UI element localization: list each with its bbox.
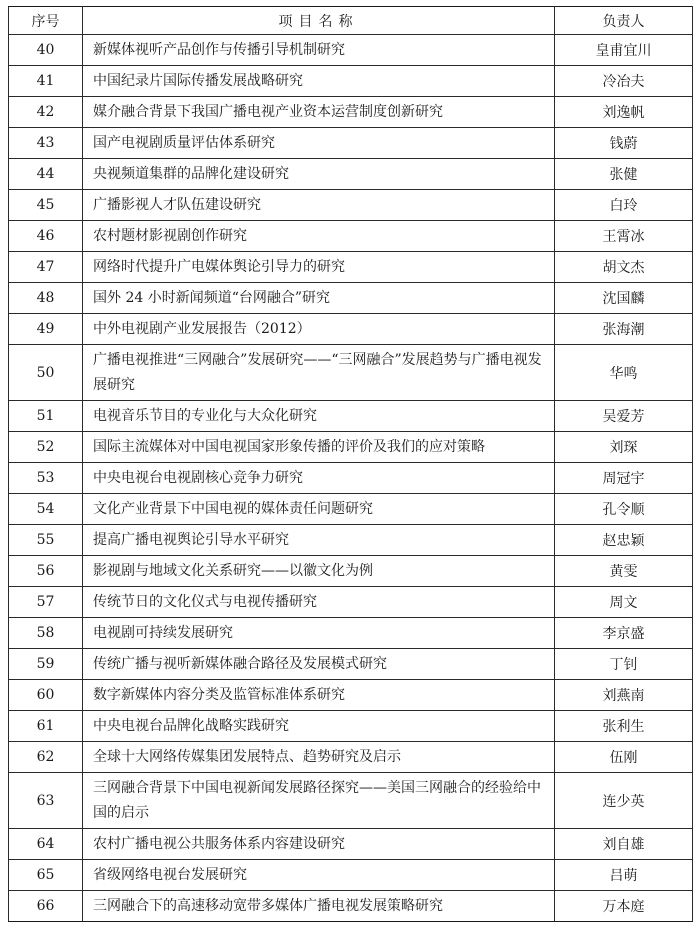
row-serial-number: 47 — [9, 252, 83, 283]
row-serial-number: 66 — [9, 891, 83, 922]
row-serial-number: 58 — [9, 618, 83, 649]
table-row — [9, 618, 693, 649]
row-project-name: 网络时代提升广电媒体舆论引导力的研究 — [83, 252, 555, 283]
row-project-name: 省级网络电视台发展研究 — [83, 860, 555, 891]
row-serial-number: 54 — [9, 494, 83, 525]
row-owner: 连少英 — [555, 773, 693, 829]
table-row — [9, 314, 693, 345]
row-serial-number: 64 — [9, 829, 83, 860]
row-project-name: 国产电视剧质量评估体系研究 — [83, 128, 555, 159]
row-owner: 丁钊 — [555, 649, 693, 680]
row-owner: 万本庭 — [555, 891, 693, 922]
row-serial-number: 55 — [9, 525, 83, 556]
row-project-name: 提高广播电视舆论引导水平研究 — [83, 525, 555, 556]
row-serial-number: 53 — [9, 463, 83, 494]
table-row — [9, 283, 693, 314]
row-project-name: 媒介融合背景下我国广播电视产业资本运营制度创新研究 — [83, 97, 555, 128]
row-project-name: 电视音乐节目的专业化与大众化研究 — [83, 401, 555, 432]
row-owner: 刘琛 — [555, 432, 693, 463]
row-owner: 黄雯 — [555, 556, 693, 587]
row-serial-number: 49 — [9, 314, 83, 345]
row-serial-number: 42 — [9, 97, 83, 128]
table-row — [9, 860, 693, 891]
row-project-name: 农村题材影视剧创作研究 — [83, 221, 555, 252]
row-project-name: 传统广播与视听新媒体融合路径及发展模式研究 — [83, 649, 555, 680]
row-serial-number: 46 — [9, 221, 83, 252]
row-owner: 皇甫宜川 — [555, 35, 693, 66]
row-owner: 吴爱芳 — [555, 401, 693, 432]
row-serial-number: 41 — [9, 66, 83, 97]
table-row — [9, 773, 693, 829]
row-project-name: 中外电视剧产业发展报告（2012） — [83, 314, 555, 345]
table-row — [9, 891, 693, 922]
row-owner: 王霄冰 — [555, 221, 693, 252]
row-owner: 白玲 — [555, 190, 693, 221]
row-project-name: 数字新媒体内容分类及监管标准体系研究 — [83, 680, 555, 711]
row-owner: 张利生 — [555, 711, 693, 742]
row-owner: 周冠宇 — [555, 463, 693, 494]
row-project-name: 央视频道集群的品牌化建设研究 — [83, 159, 555, 190]
row-serial-number: 57 — [9, 587, 83, 618]
row-project-name: 农村广播电视公共服务体系内容建设研究 — [83, 829, 555, 860]
row-owner: 张海潮 — [555, 314, 693, 345]
row-project-name: 全球十大网络传媒集团发展特点、趋势研究及启示 — [83, 742, 555, 773]
row-project-name: 传统节日的文化仪式与电视传播研究 — [83, 587, 555, 618]
row-project-name: 中国纪录片国际传播发展战略研究 — [83, 66, 555, 97]
row-project-name: 三网融合下的高速移动宽带多媒体广播电视发展策略研究 — [83, 891, 555, 922]
row-owner: 冷冶夫 — [555, 66, 693, 97]
table-row — [9, 35, 693, 66]
table-row — [9, 711, 693, 742]
row-serial-number: 65 — [9, 860, 83, 891]
row-owner: 伍刚 — [555, 742, 693, 773]
row-project-name: 中央电视台品牌化战略实践研究 — [83, 711, 555, 742]
table-row — [9, 128, 693, 159]
row-serial-number: 63 — [9, 773, 83, 829]
row-serial-number: 60 — [9, 680, 83, 711]
row-serial-number: 45 — [9, 190, 83, 221]
table-row — [9, 66, 693, 97]
table-row — [9, 432, 693, 463]
table-row — [9, 401, 693, 432]
header-row — [9, 7, 693, 35]
row-serial-number: 59 — [9, 649, 83, 680]
row-owner: 沈国麟 — [555, 283, 693, 314]
table-body — [9, 35, 693, 922]
table-header — [9, 7, 693, 35]
table-row — [9, 525, 693, 556]
row-owner: 刘自雄 — [555, 829, 693, 860]
row-owner: 李京盛 — [555, 618, 693, 649]
header-owner: 负责人 — [555, 7, 693, 35]
row-owner: 周文 — [555, 587, 693, 618]
row-project-name: 国际主流媒体对中国电视国家形象传播的评价及我们的应对策略 — [83, 432, 555, 463]
table-row — [9, 680, 693, 711]
row-owner: 胡文杰 — [555, 252, 693, 283]
row-serial-number: 51 — [9, 401, 83, 432]
row-owner: 华鸣 — [555, 345, 693, 401]
table-row — [9, 345, 693, 401]
table-row — [9, 649, 693, 680]
table-row — [9, 221, 693, 252]
row-owner: 孔令顺 — [555, 494, 693, 525]
table-row — [9, 587, 693, 618]
row-serial-number: 48 — [9, 283, 83, 314]
project-table — [8, 6, 693, 922]
row-project-name: 中央电视台电视剧核心竞争力研究 — [83, 463, 555, 494]
table-row — [9, 463, 693, 494]
row-serial-number: 52 — [9, 432, 83, 463]
row-project-name: 文化产业背景下中国电视的媒体责任问题研究 — [83, 494, 555, 525]
row-owner: 钱蔚 — [555, 128, 693, 159]
row-project-name: 广播电视推进“三网融合”发展研究——“三网融合”发展趋势与广播电视发展研究 — [83, 345, 555, 401]
row-project-name: 三网融合背景下中国电视新闻发展路径探究——美国三网融合的经验给中国的启示 — [83, 773, 555, 829]
row-serial-number: 50 — [9, 345, 83, 401]
table-row — [9, 742, 693, 773]
row-serial-number: 56 — [9, 556, 83, 587]
row-owner: 赵忠颖 — [555, 525, 693, 556]
table-row — [9, 97, 693, 128]
table-row — [9, 252, 693, 283]
table-row — [9, 829, 693, 860]
row-serial-number: 40 — [9, 35, 83, 66]
row-serial-number: 61 — [9, 711, 83, 742]
row-project-name: 广播影视人才队伍建设研究 — [83, 190, 555, 221]
table-row — [9, 494, 693, 525]
row-owner: 张健 — [555, 159, 693, 190]
row-serial-number: 43 — [9, 128, 83, 159]
row-project-name: 国外 24 小时新闻频道“台网融合”研究 — [83, 283, 555, 314]
row-serial-number: 62 — [9, 742, 83, 773]
header-project-name: 项目名称 — [83, 7, 555, 35]
row-project-name: 新媒体视听产品创作与传播引导机制研究 — [83, 35, 555, 66]
row-serial-number: 44 — [9, 159, 83, 190]
header-serial-number: 序号 — [9, 7, 83, 35]
table-row — [9, 190, 693, 221]
row-owner: 吕萌 — [555, 860, 693, 891]
table-row — [9, 159, 693, 190]
row-owner: 刘逸帆 — [555, 97, 693, 128]
row-owner: 刘燕南 — [555, 680, 693, 711]
table-row — [9, 556, 693, 587]
row-project-name: 电视剧可持续发展研究 — [83, 618, 555, 649]
row-project-name: 影视剧与地域文化关系研究——以徽文化为例 — [83, 556, 555, 587]
